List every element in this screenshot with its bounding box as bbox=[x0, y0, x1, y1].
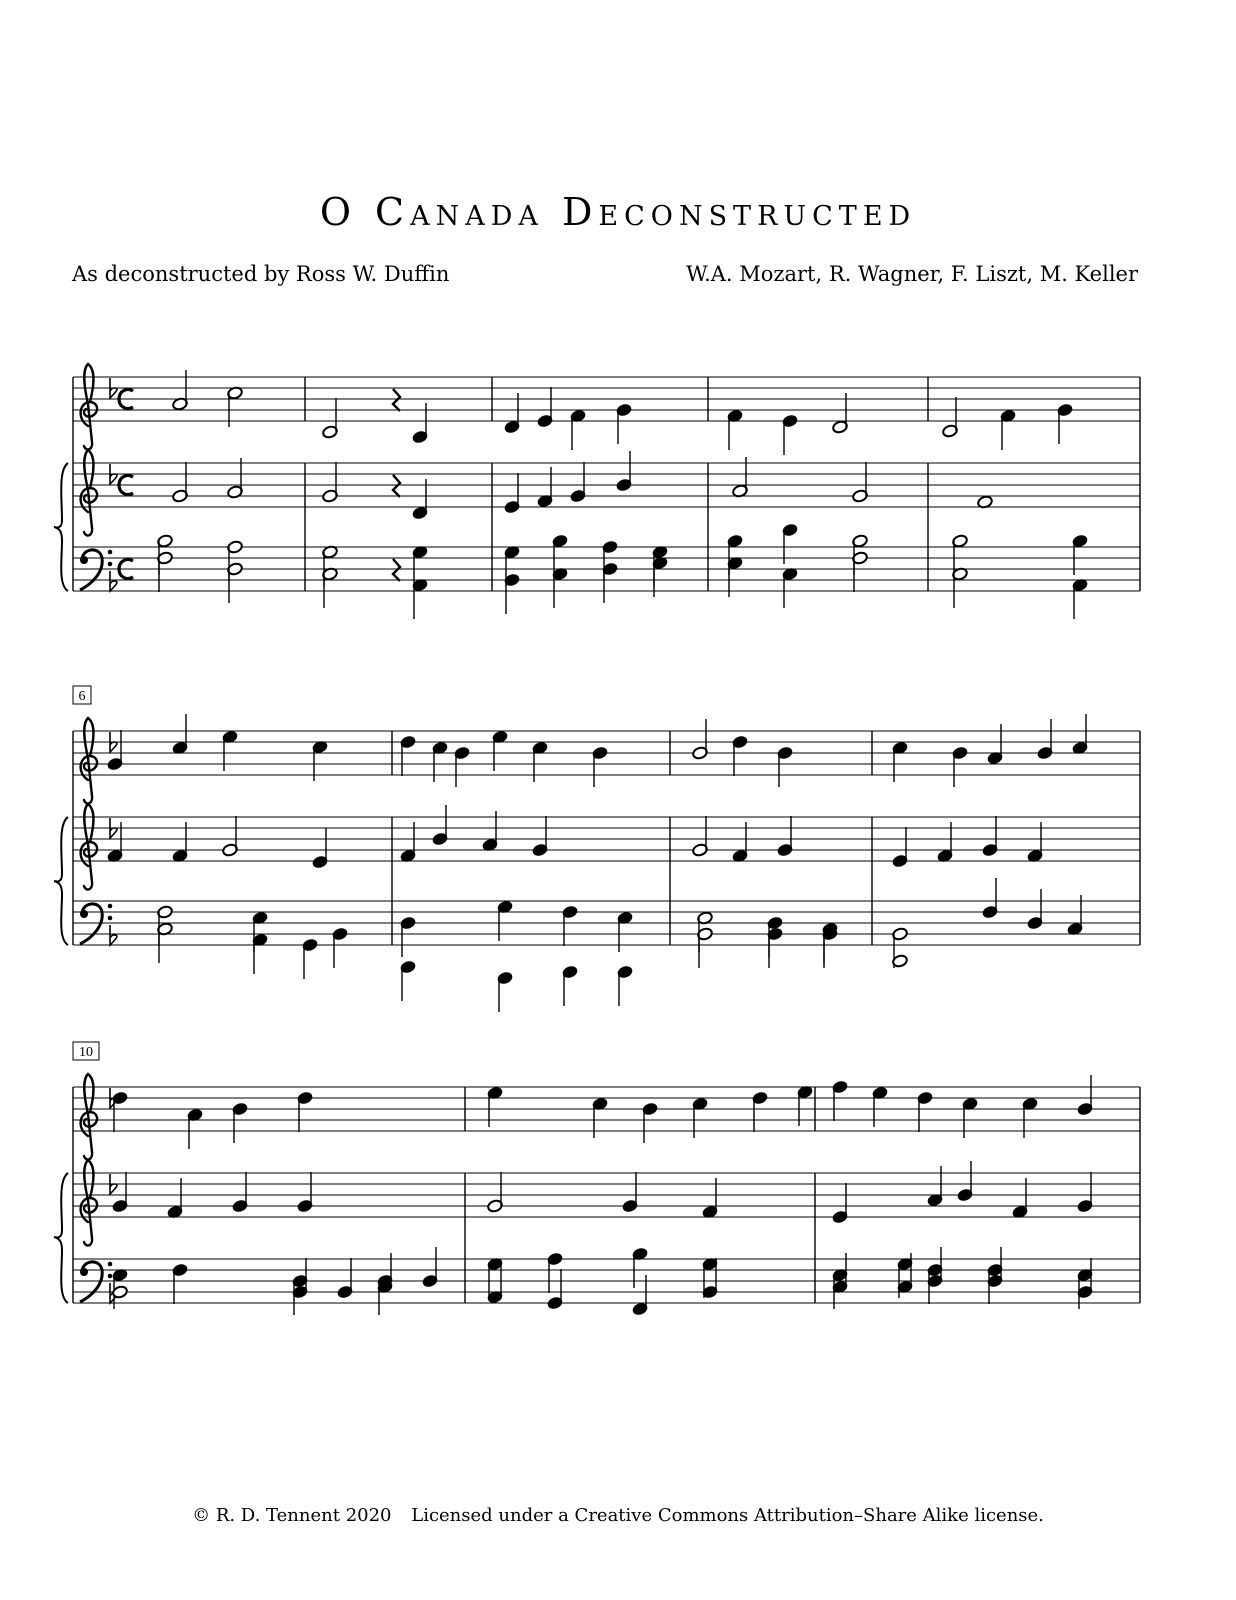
barlines bbox=[73, 377, 1140, 591]
staff-lines bbox=[73, 377, 1140, 591]
license-notice: Licensed under a Creative Commons Attribution–Share Alike license. bbox=[411, 1505, 1044, 1526]
notes-system-3 bbox=[112, 1075, 1094, 1316]
notes-system-2 bbox=[107, 714, 1089, 1012]
flat-icon bbox=[110, 571, 117, 591]
quarter-rest-icon bbox=[393, 475, 400, 497]
copyright-notice: © R. D. Tennent 2020 bbox=[192, 1505, 392, 1526]
bass-clef-icon bbox=[80, 904, 112, 944]
measure-number: 10 bbox=[79, 1045, 93, 1060]
arranger-credit: As deconstructed by Ross W. Duffin bbox=[72, 262, 450, 286]
bass-clef-icon bbox=[80, 550, 112, 590]
system-2 bbox=[54, 686, 1140, 1012]
brace bbox=[54, 1173, 68, 1303]
footer bbox=[0, 1505, 1236, 1526]
quarter-rest-icon bbox=[393, 559, 400, 581]
system-3 bbox=[54, 1042, 1140, 1316]
composer-credit: W.A. Mozart, R. Wagner, F. Liszt, M. Keller bbox=[686, 262, 1138, 286]
page-title: O Canada Deconstructed bbox=[319, 190, 917, 234]
quarter-rest-icon bbox=[393, 389, 400, 411]
brace bbox=[54, 817, 68, 945]
notes-system-1 bbox=[157, 370, 1089, 619]
brace bbox=[54, 463, 68, 591]
flat-icon bbox=[110, 925, 117, 945]
bass-clef-icon bbox=[80, 1262, 112, 1302]
system-1 bbox=[54, 364, 1140, 619]
measure-number: 6 bbox=[78, 689, 86, 704]
